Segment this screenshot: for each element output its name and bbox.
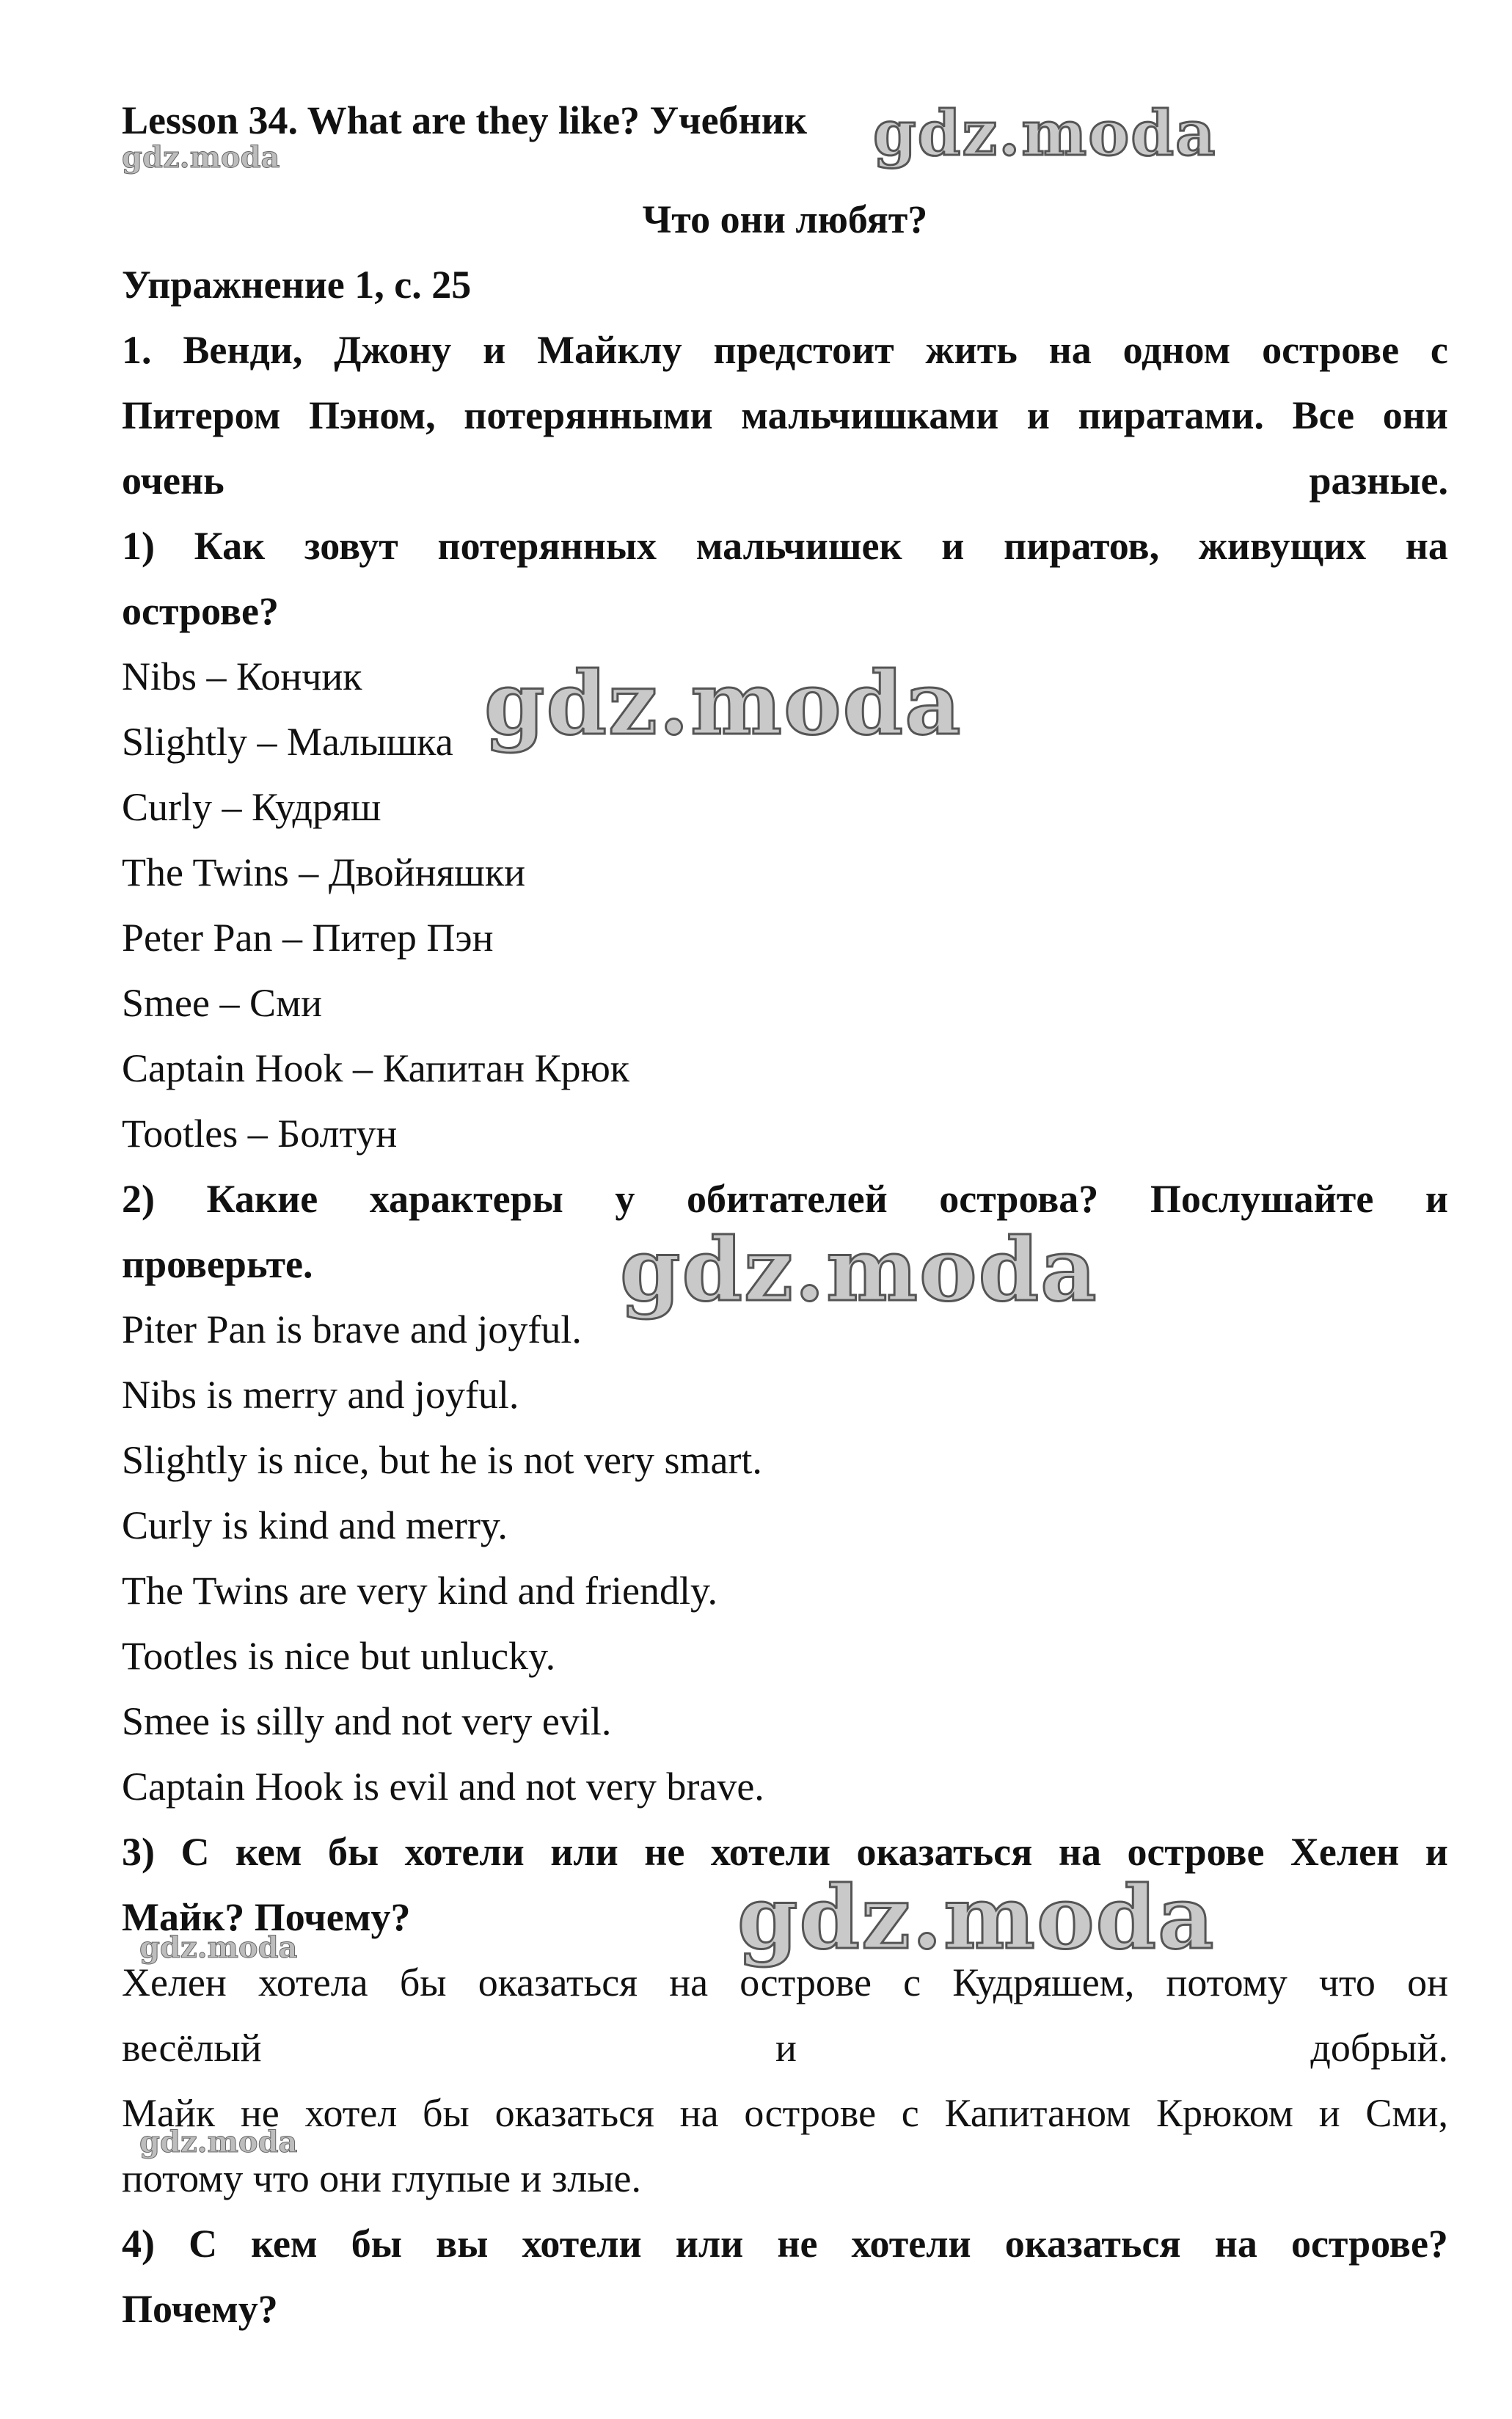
answer-3-line-4: потому что они глупые и злые. bbox=[122, 2156, 641, 2200]
character-item: Smee is silly and not very evil. bbox=[122, 1699, 612, 1743]
word: оказаться bbox=[478, 1960, 638, 2004]
name-item: Curly – Кудряш bbox=[122, 785, 381, 829]
word: на bbox=[669, 1960, 709, 2004]
word: Послушайте bbox=[1150, 1177, 1374, 1221]
word: и bbox=[483, 328, 506, 372]
word: потерянных bbox=[437, 524, 657, 568]
word: Все bbox=[1292, 393, 1355, 437]
word: хотели bbox=[522, 2222, 642, 2266]
word: острове bbox=[1127, 1830, 1265, 1874]
question-1-line-2: острове? bbox=[122, 589, 279, 633]
character-item: The Twins are very kind and friendly. bbox=[122, 1569, 717, 1613]
word: острове? bbox=[1290, 2222, 1448, 2266]
intro-word-right: разные. bbox=[1309, 459, 1448, 503]
intro-line-2 bbox=[122, 391, 1448, 439]
word: или bbox=[675, 2222, 744, 2266]
word: они bbox=[1382, 393, 1448, 437]
word: хотели bbox=[710, 1830, 830, 1874]
word: Кудряшем, bbox=[952, 1960, 1135, 2004]
subtitle: Что они любят? bbox=[642, 197, 928, 241]
word: не bbox=[644, 1830, 685, 1874]
word: предстоит bbox=[713, 328, 894, 372]
name-item: Slightly – Малышка bbox=[122, 720, 453, 764]
word: потерянными bbox=[464, 393, 713, 437]
word: на bbox=[679, 2091, 719, 2135]
word: 1) bbox=[122, 524, 155, 568]
word: Майк bbox=[122, 2091, 216, 2135]
name-item: Nibs – Кончик bbox=[122, 654, 362, 698]
word: Майклу bbox=[537, 328, 682, 372]
word: мальчишек bbox=[695, 524, 902, 568]
question-4-line-1 bbox=[122, 2219, 1448, 2268]
lesson-title: Lesson 34. What are they like? Учебник bbox=[122, 98, 807, 142]
word: и bbox=[1425, 1177, 1448, 1221]
character-item: Nibs is merry and joyful. bbox=[122, 1373, 519, 1417]
word: у bbox=[615, 1177, 635, 1221]
word: оказаться bbox=[1004, 2222, 1181, 2266]
word: 4) bbox=[122, 2222, 155, 2266]
word: на bbox=[1214, 2222, 1257, 2266]
question-2-line-2: проверьте. bbox=[122, 1242, 313, 1286]
word: хотел bbox=[304, 2091, 398, 2135]
answer-3-line-2 bbox=[122, 2024, 1448, 2072]
exercise-heading: Упражнение 1, с. 25 bbox=[122, 263, 472, 307]
word: с bbox=[901, 2091, 919, 2135]
word: он bbox=[1407, 1960, 1448, 2004]
word: Хелен bbox=[1290, 1830, 1400, 1874]
word: бы bbox=[327, 1830, 379, 1874]
word: С bbox=[180, 1830, 210, 1874]
word: одном bbox=[1122, 328, 1231, 372]
word: бы bbox=[351, 2222, 402, 2266]
watermark-logo: gdz.moda bbox=[139, 2125, 298, 2159]
word: и bbox=[1318, 2091, 1340, 2135]
word: 1. bbox=[122, 328, 152, 372]
word: на bbox=[1405, 524, 1448, 568]
name-item: Captain Hook – Капитан Крюк bbox=[122, 1046, 630, 1090]
question-3-line-2: Майк? Почему? bbox=[122, 1895, 411, 1939]
word: Как bbox=[194, 524, 266, 568]
answer-3-word-right: добрый. bbox=[1310, 2026, 1448, 2070]
word: что bbox=[1318, 1960, 1376, 2004]
word: острове bbox=[739, 1960, 872, 2004]
word: кем bbox=[251, 2222, 318, 2266]
word: 2) bbox=[122, 1177, 155, 1221]
character-item: Slightly is nice, but he is not very smart. bbox=[122, 1438, 762, 1482]
word: и bbox=[1425, 1830, 1448, 1874]
word: потому bbox=[1166, 1960, 1288, 2004]
watermark-logo: gdz.moda bbox=[620, 1219, 1098, 1321]
watermark-logo: gdz.moda bbox=[484, 652, 963, 754]
answer-3-word-left: весёлый bbox=[122, 2026, 262, 2070]
word: зовут bbox=[304, 524, 398, 568]
word: С bbox=[189, 2222, 218, 2266]
word: характеры bbox=[369, 1177, 563, 1221]
name-item: Tootles – Болтун bbox=[122, 1112, 398, 1156]
name-item: Peter Pan – Питер Пэн bbox=[122, 916, 494, 960]
character-item: Curly is kind and merry. bbox=[122, 1503, 508, 1547]
watermark-logo: gdz.moda bbox=[139, 1930, 298, 1965]
word: бы bbox=[423, 2091, 470, 2135]
answer-3-word-mid: и bbox=[775, 2026, 797, 2070]
watermark-logo: gdz.moda bbox=[122, 140, 280, 175]
word: обитателей bbox=[686, 1177, 888, 1221]
watermark-logo: gdz.moda bbox=[737, 1867, 1216, 1969]
character-item: Piter Pan is brave and joyful. bbox=[122, 1307, 582, 1351]
word: пиратами. bbox=[1078, 393, 1264, 437]
word: Какие bbox=[206, 1177, 318, 1221]
word: острове bbox=[1262, 328, 1400, 372]
question-1-line-1 bbox=[122, 522, 1448, 570]
word: оказаться bbox=[856, 1830, 1033, 1874]
name-item: Smee – Сми bbox=[122, 981, 323, 1025]
word: с bbox=[903, 1960, 921, 2004]
word: не bbox=[777, 2222, 818, 2266]
intro-line-3 bbox=[122, 456, 1448, 505]
word: Капитаном bbox=[944, 2091, 1131, 2135]
intro-line-1 bbox=[122, 326, 1448, 374]
word: или bbox=[550, 1830, 618, 1874]
character-item: Captain Hook is evil and not very brave. bbox=[122, 1765, 764, 1809]
word: острова? bbox=[939, 1177, 1099, 1221]
word: пиратов, bbox=[1004, 524, 1160, 568]
word: кем bbox=[235, 1830, 302, 1874]
word: на bbox=[1058, 1830, 1101, 1874]
watermark-logo: gdz.moda bbox=[873, 97, 1217, 169]
word: острове bbox=[744, 2091, 877, 2135]
word: с bbox=[1430, 328, 1448, 372]
word: на bbox=[1048, 328, 1092, 372]
word: хотели bbox=[851, 2222, 971, 2266]
word: живущих bbox=[1198, 524, 1367, 568]
question-4-line-2: Почему? bbox=[122, 2287, 278, 2331]
word: вы bbox=[436, 2222, 489, 2266]
word: жить bbox=[925, 328, 1018, 372]
word: Сми, bbox=[1365, 2091, 1448, 2135]
question-2-line-1 bbox=[122, 1175, 1448, 1223]
word: Хелен bbox=[122, 1960, 227, 2004]
answer-3-line-3 bbox=[122, 2089, 1448, 2137]
word: не bbox=[240, 2091, 280, 2135]
word: Венди, bbox=[183, 328, 303, 372]
word: 3) bbox=[122, 1830, 155, 1874]
word: и bbox=[1026, 393, 1050, 437]
word: оказаться bbox=[494, 2091, 654, 2135]
word: Джону bbox=[334, 328, 452, 372]
word: Питером bbox=[122, 393, 281, 437]
word: Крюком bbox=[1155, 2091, 1293, 2135]
word: бы bbox=[399, 1960, 447, 2004]
word: хотела bbox=[258, 1960, 368, 2004]
intro-word-left: очень bbox=[122, 459, 224, 503]
word: и bbox=[941, 524, 965, 568]
character-item: Tootles is nice but unlucky. bbox=[122, 1634, 556, 1678]
intro-text-1 bbox=[122, 326, 1448, 374]
word: Пэном, bbox=[308, 393, 436, 437]
word: мальчишками bbox=[741, 393, 999, 437]
word: хотели bbox=[404, 1830, 525, 1874]
name-item: The Twins – Двойняшки bbox=[122, 850, 526, 894]
